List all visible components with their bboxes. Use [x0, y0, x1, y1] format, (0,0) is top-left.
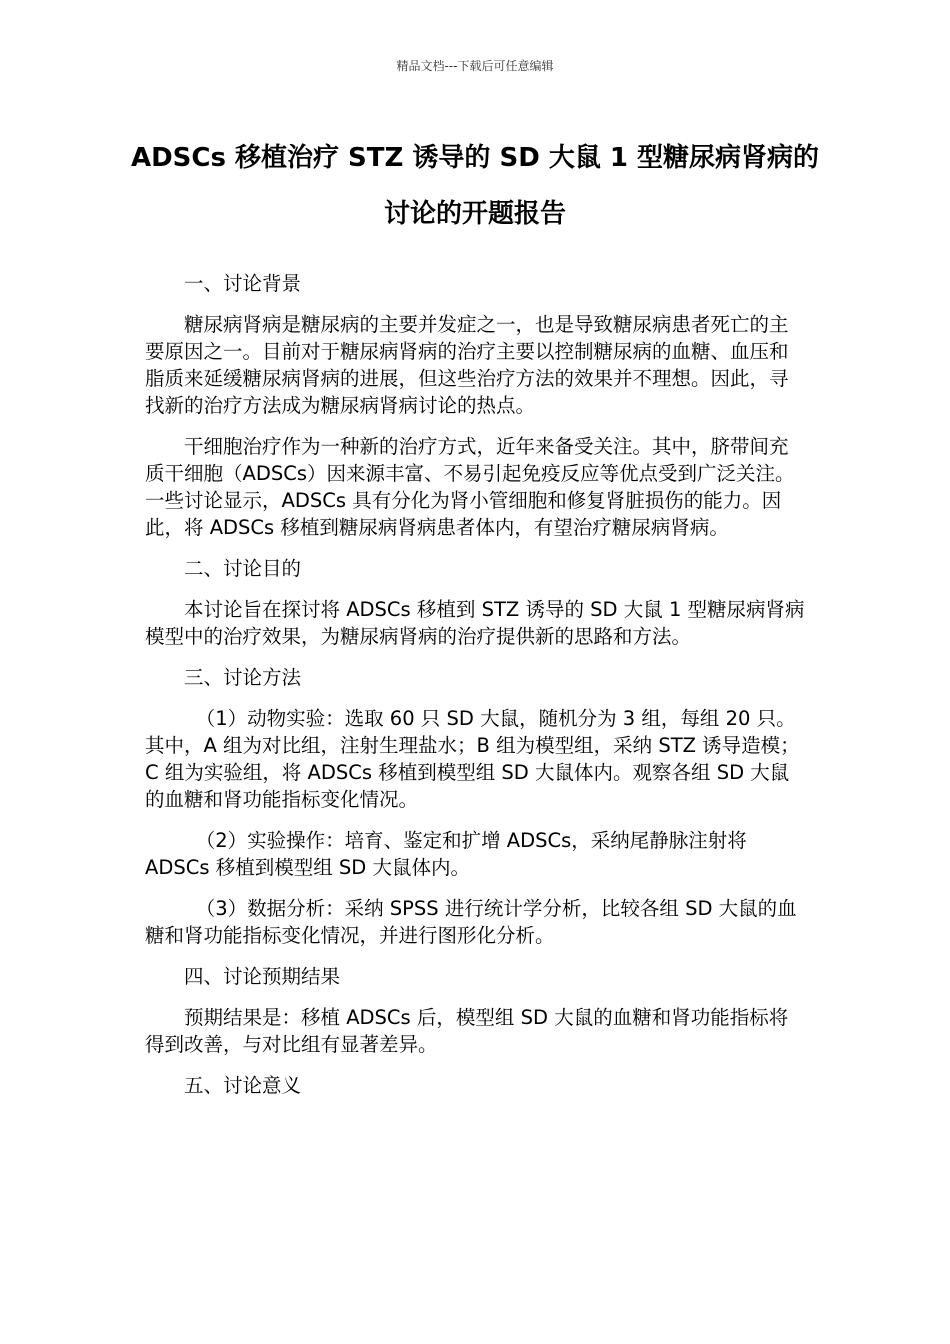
section-heading-expected-results: 四、讨论预期结果	[184, 965, 341, 988]
method-item-experiment-operation: （2）实验操作：培育、鉴定和扩增 ADSCs，采纳尾静脉注射将 ADSCs 移植到模型组 SD 大鼠体内。	[145, 829, 747, 879]
section-heading-methods: 三、讨论方法	[184, 666, 302, 689]
expected-results-paragraph: 预期结果是：移植 ADSCs 后，模型组 SD 大鼠的血糖和肾功能指标将得到改善，与对比组有显著差异。	[145, 1006, 789, 1056]
section-heading-significance: 五、讨论意义	[184, 1074, 302, 1097]
background-paragraph-1: 糖尿病肾病是糖尿病的主要并发症之一，也是导致糖尿病患者死亡的主要原因之一。目前对于糖尿病肾病的治疗主要以控制糖尿病的血糖、血压和脂质来延缓糖尿病肾病的进展，但这些治疗方法的效果并不理想。因此，寻找新的治疗方法成为糖尿病肾病讨论的热点。	[145, 313, 789, 417]
purpose-paragraph: 本讨论旨在探讨将 ADSCs 移植到 STZ 诱导的 SD 大鼠 1 型糖尿病肾病模型中的治疗效果，为糖尿病肾病的治疗提供新的思路和方法。	[145, 598, 805, 648]
header-note: 精品文档---下载后可任意编辑	[396, 59, 554, 73]
background-paragraph-2: 干细胞治疗作为一种新的治疗方式，近年来备受关注。其中，脐带间充质干细胞（ADSCs）因来源丰富、不易引起免疫反应等优点受到广泛关注。一些讨论显示，ADSCs 具有分化为肾小管细胞和修复肾脏损伤的能力。因此，将 ADSCs 移植到糖尿病肾病患者体内，有望治疗糖尿病肾病。	[145, 435, 795, 539]
document-title: ADSCs 移植治疗 STZ 诱导的 SD 大鼠 1 型糖尿病肾病的讨论的开题报告	[130, 143, 820, 229]
section-heading-purpose: 二、讨论目的	[184, 557, 302, 580]
section-heading-background: 一、讨论背景	[184, 272, 302, 295]
document-body	[145, 270, 805, 1113]
method-item-animal-experiment: （1）动物实验：选取 60 只 SD 大鼠，随机分为 3 组，每组 20 只。其中，A 组为对比组，注射生理盐水；B 组为模型组，采纳 STZ 诱导造模；C 组为实验组，将 ADSCs 移植到模型组 SD 大鼠体内。观察各组 SD 大鼠的血糖和肾功能指标变化情况。	[145, 707, 800, 811]
method-item-data-analysis: （3）数据分析：采纳 SPSS 进行统计学分析，比较各组 SD 大鼠的血糖和肾功能指标变化情况，并进行图形化分析。	[145, 897, 797, 947]
